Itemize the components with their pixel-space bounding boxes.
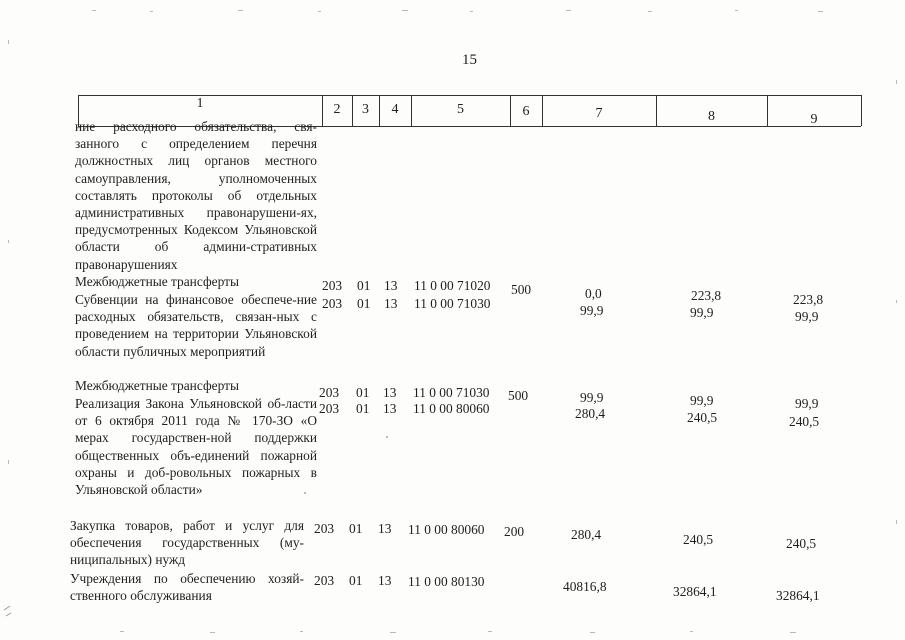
cell-col-7: 99,9 — [580, 303, 604, 318]
header-col-1: 1 — [196, 96, 204, 111]
table-row-description: Учреждения по обеспечению хозяй-ственного обслуживания — [70, 571, 304, 604]
cell-col-5: 11 0 00 80060 — [413, 401, 490, 416]
cell-col-7: 280,4 — [575, 406, 606, 421]
cell-col-4: 13 — [383, 385, 397, 400]
cell-col-6: 200 — [504, 524, 525, 539]
cell-col-4: 13 — [378, 573, 392, 588]
cell-col-9: 32864,1 — [776, 588, 820, 603]
cell-col-2: 203 — [314, 573, 335, 588]
cell-col-4: 13 — [383, 401, 397, 416]
cell-col-9: 240,5 — [786, 536, 817, 551]
cell-col-5: 11 0 00 80130 — [408, 574, 485, 589]
cell-col-4: 13 — [384, 278, 398, 293]
cell-col-2: 203 — [319, 385, 340, 400]
header-col-4: 4 — [391, 102, 399, 117]
table-row-description: Межбюджетные трансферты — [75, 378, 239, 393]
cell-col-3: 01 — [357, 278, 371, 293]
table-row-description: Субвенции на финансовое обеспече-ние расходных обязательств, связан-ных с проведением на территории Ульяновской области публичных мероприятий — [75, 292, 317, 359]
cell-col-8: 99,9 — [690, 393, 714, 408]
table-row-description: Реализация Закона Ульяновской об-ласти от 6 октября 2011 года № 170-ЗО «О мерах государствен-ной поддержки общественных объ-единений пожарной охраны и доб-ровольных пожарных в Ульяновской области» — [75, 396, 317, 498]
cell-col-8: 240,5 — [683, 532, 714, 547]
cell-col-8: 223,8 — [691, 288, 722, 303]
cell-col-2: 203 — [314, 521, 335, 536]
header-col-8: 8 — [708, 109, 715, 124]
cell-col-7: 280,4 — [571, 527, 602, 542]
cell-col-8: 240,5 — [687, 410, 718, 425]
header-col-2: 2 — [333, 102, 341, 117]
cell-col-3: 01 — [349, 521, 363, 536]
page-number: 15 — [462, 52, 477, 68]
cell-col-7: 99,9 — [580, 390, 604, 405]
cell-col-3: 01 — [349, 573, 363, 588]
cell-col-5: 11 0 00 71030 — [413, 385, 490, 400]
cell-col-3: 01 — [356, 401, 370, 416]
cell-col-9: 99,9 — [795, 309, 819, 324]
cell-col-4: 13 — [378, 521, 392, 536]
cell-col-7: 0,0 — [585, 286, 602, 301]
table-row-description: Закупка товаров, работ и услуг для обеспечения государственных (му-ниципальных) нужд — [70, 518, 304, 568]
cell-col-5: 11 0 00 71020 — [414, 278, 491, 293]
cell-col-8: 32864,1 — [673, 584, 717, 599]
cell-col-6: 500 — [508, 388, 529, 403]
cell-col-9: 99,9 — [795, 396, 819, 411]
cell-col-2: 203 — [319, 401, 340, 416]
cell-col-8: 99,9 — [690, 305, 714, 320]
header-col-3: 3 — [362, 102, 369, 117]
header-divider — [861, 95, 862, 126]
cell-col-9: 240,5 — [789, 414, 820, 429]
cell-col-4: 13 — [384, 296, 398, 311]
header-col-9: 9 — [810, 112, 818, 127]
cell-col-5: 11 0 00 71030 — [414, 296, 491, 311]
cell-col-2: 203 — [322, 278, 343, 293]
table-row-description: Межбюджетные трансферты — [75, 274, 239, 289]
cell-col-9: 223,8 — [793, 292, 824, 307]
header-col-7: 7 — [595, 106, 603, 121]
cell-col-7: 40816,8 — [563, 579, 607, 594]
header-col-6: 6 — [522, 104, 530, 119]
cell-col-3: 01 — [356, 385, 370, 400]
cell-col-6: 500 — [511, 282, 532, 297]
cell-col-2: 203 — [322, 296, 343, 311]
cell-col-5: 11 0 00 80060 — [408, 522, 485, 537]
table-row-description: ние расходного обязательства, свя-занного с определением перечня должностных лиц органов местного самоуправления, уполномоченных составлять протоколы об отдельных административных правонарушени-ях, предусмотренных Кодексом Ульяновской области об админи-стративных правонарушениях — [75, 119, 317, 272]
header-col-5: 5 — [457, 102, 464, 117]
cell-col-3: 01 — [357, 296, 371, 311]
